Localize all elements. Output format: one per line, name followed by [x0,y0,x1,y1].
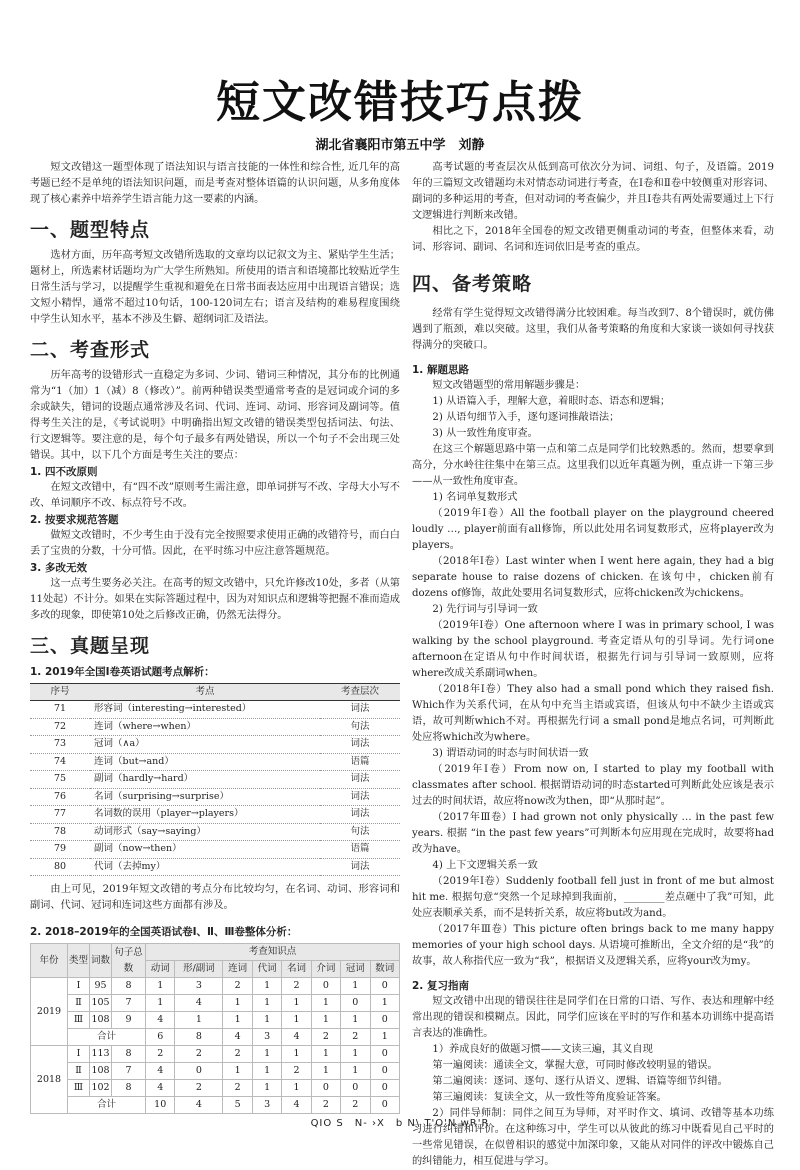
table-cell: 4 [175,1097,223,1114]
table-row [30,841,400,859]
section-4-text: 经常有学生觉得短文改错得满分比较困难。每当改到7、8个错误时，就仿佛遇到了瓶颈，难以突破。这里，我们从备考策略的角度和大家谈一谈如何寻找获得满分的突破口。 [412,308,774,351]
table-cell: 副词（now→then） [90,841,320,859]
table-row [31,1029,400,1046]
table-cell: 句法 [320,823,400,841]
table-header: 考查层次 [320,684,400,701]
table-cell: 词法 [320,701,400,719]
table-cell: 108 [90,1063,112,1080]
subpoint-title: 4) 上下文逻辑关系一致 [432,860,538,871]
table-cell: 3 [252,1029,281,1046]
table-cell: 77 [30,806,90,824]
table-header: 类型 [68,944,90,978]
table-row [31,1012,400,1029]
table-subheader: 代词 [252,961,281,978]
section-1-text: 选材方面，历年高考短文改错所选取的文章均以记叙文为主、紧贴学生生活；题材上，所选素材话题均为广大学生所熟知。所使用的语言和语境都比较贴近学生日常生活与学习，以提醒学生重视和避免在日常书面表达应用中出现语言错误；选文短小精悍，通常不超过10句话，100-120词左右；语言及结构的难易程度围绕中学生认知水平，基本不涉及生僻、超纲词汇及语法。 [30,250,400,325]
table-cell: 73 [30,736,90,754]
table-cell: 0 [341,995,370,1012]
table-cell: 0 [370,978,399,995]
table-cell: 语篇 [320,841,400,859]
table-cell: Ⅲ [68,1012,90,1029]
table-cell: 1 [282,995,311,1012]
reading-step: 第三遍阅读：复读全文，从一致性等角度验证答案。 [432,1092,667,1103]
example: （2017年Ⅲ卷）This picture often brings back to me many happy memories of your high school days. 从语境可推断出，全文介绍的是“我”的故事，故人称指代应一致为“我”，根据语义及逻辑关系，应将your改为my。 [412,924,774,967]
table-cell: 名词数的误用（player→players） [90,806,320,824]
table-cell: 1 [282,1046,311,1063]
table-cell: 6 [146,1029,175,1046]
strategy-1-text: 短文改错题型的常用解题步骤是： [432,380,586,391]
table-cell: 1 [311,995,340,1012]
intro-paragraph: 短文改错这一题型体现了语法知识与语言技能的一体性和综合性, 近几年的高考题已经不是单纯的语法知识问题，而是考查对整体语篇的认识问题，从多角度体现了核心素养中培养学生语言能力这一要素的内涵。 [30,162,400,205]
strategy-1-text-2: 在这三个解题思路中第一点和第二点是同学们比较熟悉的。然而，想要拿到高分，分水岭往往集中在第三点。这里我们以近年真题为例，重点讲一下第三步——从一致性角度审查。 [412,444,774,487]
table-cell: 3 [175,978,223,995]
table-cell: 7 [112,995,146,1012]
table-row [30,771,400,789]
table-cell: 1 [146,978,175,995]
table-cell: 0 [311,978,340,995]
table-subheader: 介词 [311,961,340,978]
section-heading-3: 三、真题呈现 [30,635,151,657]
table-cell: 1 [252,995,281,1012]
table-cell: 1 [341,1046,370,1063]
example: （2019年Ⅰ卷）One afternoon where I was in primary school, I was walking by the school playground. 考查定语从句的引导词。先行词one afternoon在定语从句中作时间状语，根据先行词与引导词一致原则，应将where改成关系副词when。 [412,620,774,679]
table-cell: 1 [146,995,175,1012]
table-subheader: 数词 [370,961,399,978]
section-heading-2: 二、考查形式 [30,339,151,361]
table-cell: 9 [112,1012,146,1029]
table-cell: 1 [252,1080,281,1097]
table-header: 考查知识点 [146,944,400,961]
table-cell: 副词（hardly→hard） [90,771,320,789]
reading-step: 第一遍阅读：通读全文，掌握大意，可同时修改较明显的错误。 [432,1060,718,1071]
table-cell: 1 [282,1012,311,1029]
table-cell: 2 [175,1080,223,1097]
table-cell: 2 [223,1046,252,1063]
subpoint-title: 1) 名词单复数形式 [432,492,518,503]
table-cell: 2 [175,1046,223,1063]
table-cell: 2 [223,1080,252,1097]
table-2018-2019-analysis [30,943,400,1114]
example: （2018年Ⅰ卷）Last winter when I went here again, they had a big separate house to raise dozens of chicken. 在该句中，chicken前有dozens of修饰，故此处要用名词复数形式，应将chicken改为chickens。 [412,556,774,599]
table-subheader: 名词 [282,961,311,978]
point-3-text: 这一点考生要务必关注。在高考的短文改错中，只允许修改10处，多者（从第11处起）不计分。如果在实际答题过程中，因为对知识点和逻辑等把握不准而造成多改的现象，即使第10处之后修改正确，仍然无法得分。 [30,578,400,621]
table-cell: 4 [146,1063,175,1080]
table-cell: 1 [252,1063,281,1080]
table-cell: 113 [90,1046,112,1063]
table-row [31,1080,400,1097]
table-cell: 2 [341,1097,370,1114]
strategy-2-sub: 1）养成良好的做题习惯——文读三遍，其义自现 [432,1044,653,1055]
table-row [30,718,400,736]
table-cell: 2 [341,1029,370,1046]
table-cell: 4 [282,1097,311,1114]
table-row [30,753,400,771]
table-row [30,701,400,719]
table-cell: 3 [252,1097,281,1114]
table-cell: Ⅲ [68,1080,90,1097]
table-cell: 4 [146,1080,175,1097]
table-2-title: 2. 2018–2019年的全国英语试卷Ⅰ、Ⅱ、Ⅲ卷整体分析： [30,926,298,938]
table-cell: Ⅱ [68,995,90,1012]
table-cell: 形容词（interesting→interested） [90,701,320,719]
table-cell: 句法 [320,718,400,736]
table-cell: 1 [223,1063,252,1080]
table-header: 序号 [30,684,90,701]
footer-watermark: QIO S N- ›X b N\ T'O'N wR'R [310,1118,490,1129]
table-subheader: 冠词 [341,961,370,978]
table-cell: 1 [282,1080,311,1097]
table-cell: 合计 [68,1029,146,1046]
table-cell: 1 [252,1046,281,1063]
table-cell: Ⅱ [68,1063,90,1080]
author-line: 湖北省襄阳市第五中学 刘静 [315,138,485,153]
strategy-1-step: 3) 从一致性角度审查。 [432,428,538,439]
table-cell: 80 [30,858,90,876]
table-cell: 0 [341,1080,370,1097]
table-subheader: 形/副词 [175,961,223,978]
table-cell: 4 [282,1029,311,1046]
strategy-1-step: 1) 从语篇入手，理解大意，着眼时态、语态和逻辑； [432,396,671,407]
table-cell: 词法 [320,788,400,806]
table-1-title: 1. 2019年全国Ⅰ卷英语试题考点解析： [30,666,215,678]
table-cell: 4 [223,1029,252,1046]
example: （2019年Ⅰ卷）From now on, I started to play my football with classmates after school. 根据谓语动词的时态started可判断此处应该是表示过去的时间状语，故应将now改为then，即“从那时起”。 [412,764,774,807]
strategy-2-title: 2. 复习指南 [412,980,469,992]
table-cell: 75 [30,771,90,789]
table-cell: 名词（surprising→surprise） [90,788,320,806]
table-header: 年份 [31,944,68,978]
table-cell: 0 [311,1080,340,1097]
table-1-note: 由上可见，2019年短文改错的考点分布比较均匀，在名词、动词、形容词和副词、代词、冠词和连词这些方面都有涉及。 [30,884,400,911]
table-cell: 1 [341,1063,370,1080]
table-cell: 1 [311,1046,340,1063]
table-cell: 2018 [31,1046,68,1114]
table-cell: 0 [370,1063,399,1080]
table-row [31,978,400,995]
table-cell: 5 [223,1097,252,1114]
table-cell: 1 [223,995,252,1012]
table-cell: 0 [370,1097,399,1114]
table-cell: 4 [146,1012,175,1029]
table-cell: 72 [30,718,90,736]
table-cell: 连词（where→when） [90,718,320,736]
table-cell: 词法 [320,858,400,876]
table-cell: 78 [30,823,90,841]
table-cell: 词法 [320,736,400,754]
subpoint-title: 2) 先行词与引导词一致 [432,604,538,615]
right-intro-2: 相比之下，2018年全国卷的短文改错更侧重动词的考查，但整体来看，动词、形容词、副词、名词和连词依旧是考查的重点。 [412,226,774,253]
table-cell: 1 [370,1029,399,1046]
table-row [30,858,400,876]
table-cell: 74 [30,753,90,771]
table-cell: 4 [175,995,223,1012]
table-cell: 词法 [320,771,400,789]
point-3-title: 3. 多改无效 [30,562,87,574]
table-header: 词数 [90,944,112,978]
table-cell: 2 [311,1029,340,1046]
table-cell: 2019 [31,978,68,1046]
table-cell: 1 [341,1012,370,1029]
table-cell: 2 [223,978,252,995]
point-2-title: 2. 按要求规范答题 [30,514,119,526]
table-row [31,1097,400,1114]
table-cell: 0 [370,1080,399,1097]
table-row [30,823,400,841]
example: （2017年Ⅲ卷）I had grown not only physically … in the past few years. 根据 “in the past few years”可判断本句应用现在完成时，故要将had改为have。 [412,812,774,855]
strategy-2-text: 短文改错中出现的错误往往是同学们在日常的口语、写作、表达和理解中经常出现的错误和模糊点。因此，同学们应该在平时的写作和基本功训练中提高语言表达的准确性。 [412,996,774,1039]
table-cell: Ⅰ [68,1046,90,1063]
table-cell: 2 [311,1097,340,1114]
table-cell: 1 [341,978,370,995]
table-cell: 102 [90,1080,112,1097]
right-intro-1: 高考试题的考查层次从低到高可依次分为词、词组、句子，及语篇。2019年的三篇短文改错题均未对情态动词进行考查，在Ⅰ卷和Ⅱ卷中较侧重对形容词、副词的多种运用的考查，但对动词的考查偏少，并且Ⅰ卷共有两处需要通过上下行文逻辑进行判断来改错。 [412,162,774,221]
table-cell: 1 [252,978,281,995]
example: （2019年Ⅰ卷）Suddenly football fell just in front of me but almost hit me. 根据句意“突然一个足球掉到我面前，________差点砸中了我”可知，此处应表顺承关系，而不是转折关系，故应将but改为and。 [412,876,774,919]
table-cell: 76 [30,788,90,806]
strategy-2-sub: 2）同伴导师制：同伴之间互为导师，对平时作文、填词、改错等基本功练习进行纠错和评价。在这种练习中，学生可以从彼此的练习中既看见自己平时的一些常见错误，在似曾相识的感觉中加深印象，又能从对同伴的评改中锻炼自己的纠错能力，相互促进与学习。 [412,1108,774,1167]
table-cell: 1 [311,1063,340,1080]
page-title: 短文改错技巧点拨 [216,77,584,128]
table-cell: 8 [175,1029,223,1046]
table-cell: 0 [370,1046,399,1063]
right-column [412,160,774,1170]
table-cell: 2 [282,978,311,995]
table-cell: 冠词（∧a） [90,736,320,754]
table-cell: 10 [146,1097,175,1114]
table-cell: 108 [90,1012,112,1029]
table-cell: 1 [311,1012,340,1029]
strategy-1-step: 2) 从语句细节入手，逐句逐词推敲语法； [432,412,620,423]
table-cell: 连词（but→and） [90,753,320,771]
table-row [31,1046,400,1063]
point-2-text: 做短文改错时，不少考生由于没有完全按照要求使用正确的改错符号，而白白丢了宝贵的分数，十分可惜。因此，在平时练习中应注意答题规范。 [30,530,400,557]
table-cell: 71 [30,701,90,719]
table-cell: 2 [146,1046,175,1063]
table-cell: 1 [175,1012,223,1029]
example: （2018年Ⅰ卷）They also had a small pond which they raised fish. Which作为关系代词，在从句中充当主语或宾语，但该从句中不缺少主语或宾语，故可判断which不对。再根据先行词 a small pond是地点名词，可判断此处应将which改为where。 [412,684,774,743]
section-heading-4: 四、备考策略 [412,273,533,295]
table-cell: 词法 [320,806,400,824]
table-header: 句子总数 [112,944,146,978]
left-column [30,160,400,1114]
table-row [30,788,400,806]
table-cell: 1 [252,1012,281,1029]
reading-step: 第二遍阅读：逐词、逐句、逐行从语义、逻辑、语篇等细节纠错。 [432,1076,728,1087]
table-cell: 语篇 [320,753,400,771]
table-row [30,736,400,754]
table-cell: 2 [282,1063,311,1080]
table-cell: 105 [90,995,112,1012]
point-1-title: 1. 四不改原则 [30,466,98,478]
table-cell: 7 [112,1063,146,1080]
table-row [30,806,400,824]
table-2019-analysis [30,683,400,876]
example: （2019年Ⅰ卷）All the football player on the playground cheered loudly …, player前面有all修饰，所以此处用名词复数形式，应将player改为players。 [412,508,774,551]
table-cell: 动词形式（say→saying） [90,823,320,841]
section-2-text: 历年高考的设错形式一直稳定为多词、少词、错词三种情况，其分布的比例通常为“1（加）1（减）8（修改）”。前两种错误类型通常考查的是冠词或介词的多余或缺失，错词的设题点通常涉及名词、代词、连词、动词、形容词及副词等。值得考生关注的是，《考试说明》中明确指出短文改错的错误类型包括词法、句法、行文逻辑等。要注意的是，每个句子最多有两处错误，所以一个句子不会出现三处错误。其中，以下几个方面是考生关注的要点： [30,370,400,461]
table-row [31,1063,400,1080]
table-cell: 0 [370,1012,399,1029]
table-cell: 0 [175,1063,223,1080]
point-1-text: 在短文改错中，有“四不改”原则考生需注意，即单词拼写不改、字母大小写不改、单词顺序不改、标点符号不改。 [30,482,400,509]
table-cell: 8 [112,1046,146,1063]
table-cell: Ⅰ [68,978,90,995]
table-cell: 95 [90,978,112,995]
table-cell: 合计 [68,1097,146,1114]
table-header: 考点 [90,684,320,701]
table-cell: 1 [223,1012,252,1029]
table-row [31,995,400,1012]
table-cell: 8 [112,978,146,995]
strategy-1-title: 1. 解题思路 [412,364,469,376]
table-cell: 代词（去掉my） [90,858,320,876]
table-cell: 1 [370,995,399,1012]
table-cell: 79 [30,841,90,859]
subpoint-title: 3) 谓语动词的时态与时间状语一致 [432,748,589,759]
table-subheader: 连词 [223,961,252,978]
section-heading-1: 一、题型特点 [30,219,151,241]
table-subheader: 动词 [146,961,175,978]
table-cell: 8 [112,1080,146,1097]
